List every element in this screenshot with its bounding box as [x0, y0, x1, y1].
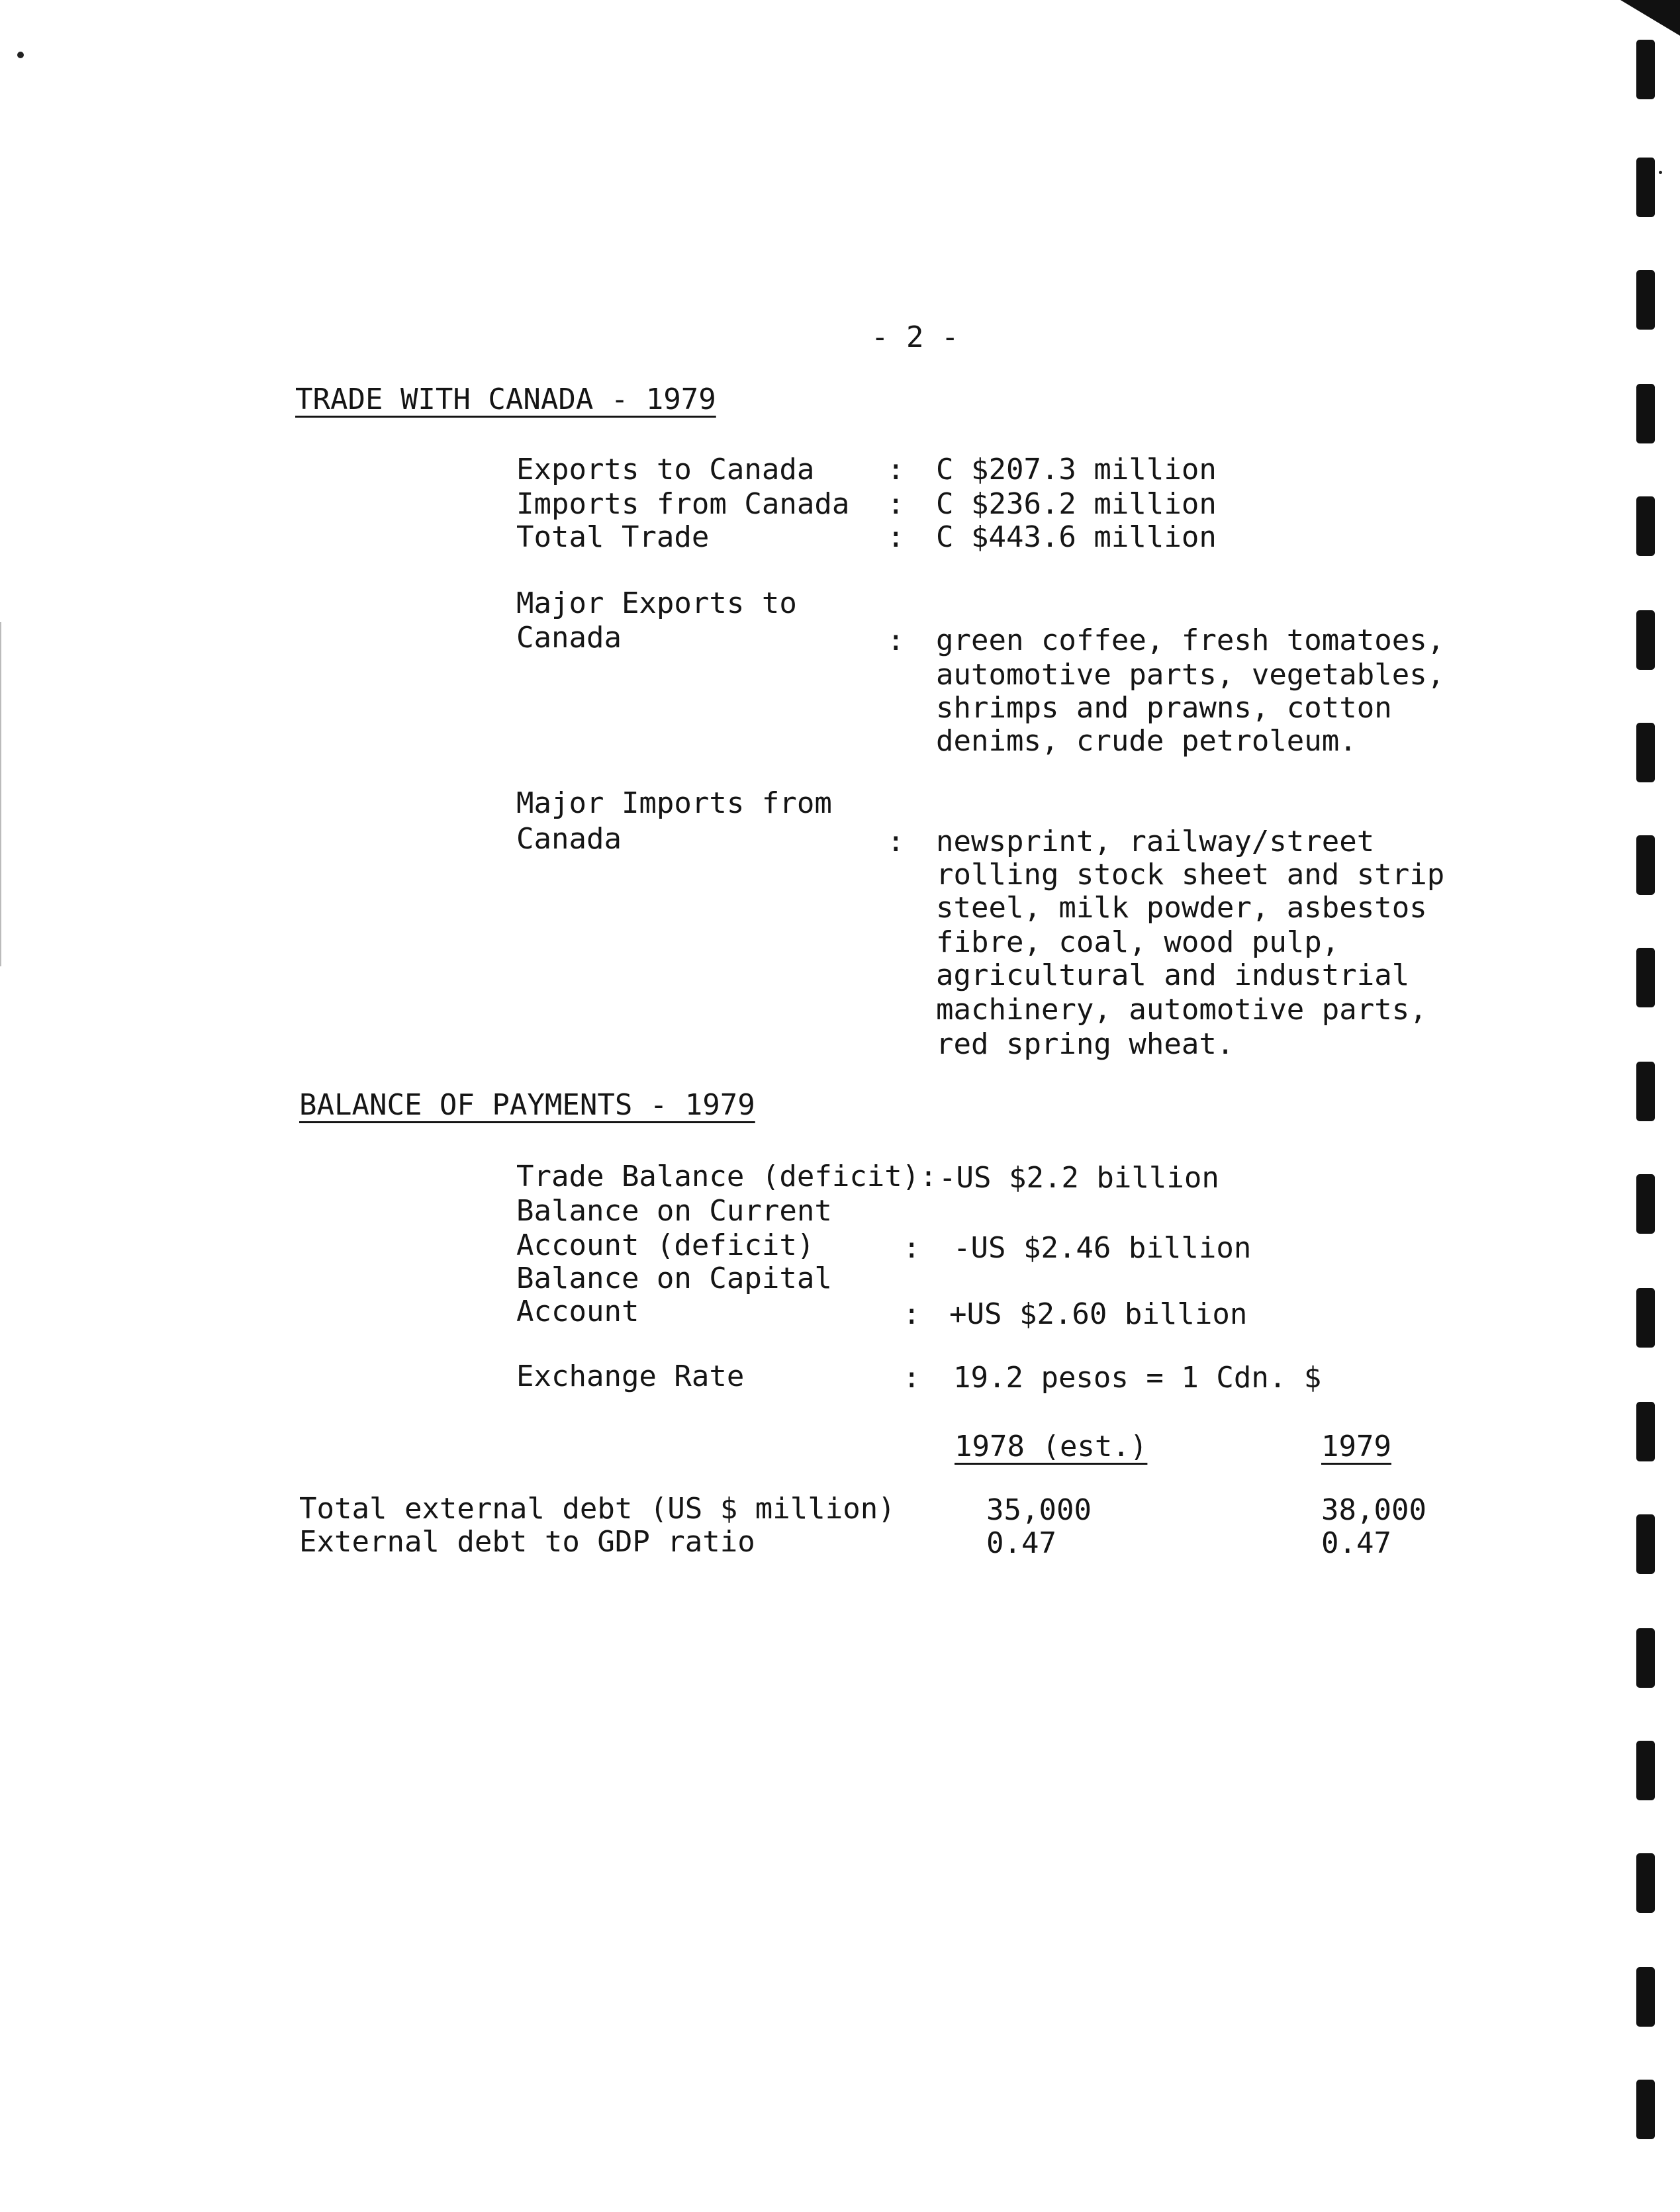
section-heading-balance: BALANCE OF PAYMENTS - 1979 [299, 1088, 755, 1122]
trade-balance-value: -US $2.2 billion [939, 1161, 1219, 1195]
binder-hole [1636, 270, 1655, 330]
trade-row-value: C $207.3 million [936, 453, 1217, 486]
capital-account-value: +US $2.60 billion [949, 1297, 1248, 1331]
major-imports-value: fibre, coal, wood pulp, [936, 925, 1340, 959]
binder-hole [1636, 948, 1655, 1007]
column-header: 1978 (est.) [955, 1430, 1148, 1463]
major-exports-value: automotive parts, vegetables, [936, 658, 1445, 692]
corner-mark [1620, 0, 1680, 36]
binder-hole [1636, 40, 1655, 99]
current-account-label: Balance on Current [516, 1194, 832, 1228]
major-imports-value: machinery, automotive parts, [936, 993, 1427, 1027]
colon: : [887, 623, 905, 657]
colon: : [887, 487, 905, 521]
scan-speck [17, 52, 24, 58]
colon: : [903, 1361, 921, 1395]
trade-row-label: Imports from Canada [516, 487, 850, 521]
colon: : [887, 453, 905, 486]
binder-hole [1636, 158, 1655, 217]
binder-hole [1636, 1741, 1655, 1800]
major-imports-label: Major Imports from [516, 786, 832, 820]
binder-hole [1636, 1853, 1655, 1913]
major-imports-value: newsprint, railway/street [936, 825, 1375, 858]
trade-row-value: C $443.6 million [936, 520, 1217, 554]
major-exports-value: green coffee, fresh tomatoes, [936, 623, 1445, 657]
binder-hole [1636, 835, 1655, 895]
binder-hole [1636, 610, 1655, 670]
exchange-rate-value: 19.2 pesos = 1 Cdn. $ [953, 1361, 1322, 1395]
debt-cell: 0.47 [1321, 1526, 1391, 1560]
trade-row-label: Exports to Canada [516, 453, 815, 486]
trade-balance-label: Trade Balance (deficit): [516, 1160, 937, 1193]
binder-hole [1636, 1402, 1655, 1461]
major-imports-value: agricultural and industrial [936, 958, 1410, 992]
binder-hole [1636, 384, 1655, 443]
binder-hole [1636, 1967, 1655, 2027]
major-imports-label: Canada [516, 822, 622, 856]
section-heading-trade: TRADE WITH CANADA - 1979 [295, 383, 716, 416]
exchange-rate-label: Exchange Rate [516, 1359, 745, 1393]
major-exports-value: shrimps and prawns, cotton [936, 691, 1392, 725]
binder-hole [1636, 1628, 1655, 1688]
current-account-value: -US $2.46 billion [953, 1231, 1252, 1265]
capital-account-label: Account [516, 1295, 639, 1328]
current-account-label: Account (deficit) [516, 1228, 815, 1262]
binder-hole [1636, 723, 1655, 782]
debt-row-label: Total external debt (US $ million) [299, 1492, 896, 1526]
major-exports-label: Canada [516, 621, 622, 655]
binder-hole [1636, 1174, 1655, 1234]
debt-cell: 35,000 [986, 1493, 1092, 1527]
colon: : [903, 1231, 921, 1265]
binder-hole [1636, 2080, 1655, 2139]
binder-hole [1636, 1062, 1655, 1121]
major-imports-value: rolling stock sheet and strip [936, 858, 1445, 892]
colon: : [887, 520, 905, 554]
binder-hole [1636, 1514, 1655, 1574]
debt-cell: 38,000 [1321, 1493, 1426, 1527]
binder-hole [1636, 496, 1655, 556]
major-exports-value: denims, crude petroleum. [936, 724, 1357, 758]
capital-account-label: Balance on Capital [516, 1262, 832, 1295]
trade-row-label: Total Trade [516, 520, 710, 554]
binder-hole [1636, 1288, 1655, 1348]
colon: : [903, 1297, 921, 1331]
debt-cell: 0.47 [986, 1526, 1056, 1560]
major-exports-label: Major Exports to [516, 586, 797, 620]
column-header: 1979 [1321, 1430, 1391, 1463]
major-imports-value: steel, milk powder, asbestos [936, 891, 1427, 925]
colon: : [887, 825, 905, 858]
major-imports-value: red spring wheat. [936, 1027, 1235, 1061]
trade-row-value: C $236.2 million [936, 487, 1217, 521]
left-edge-shadow [0, 622, 1, 966]
scan-speck [1659, 171, 1662, 174]
debt-row-label: External debt to GDP ratio [299, 1525, 755, 1559]
page-number: - 2 - [871, 320, 959, 354]
